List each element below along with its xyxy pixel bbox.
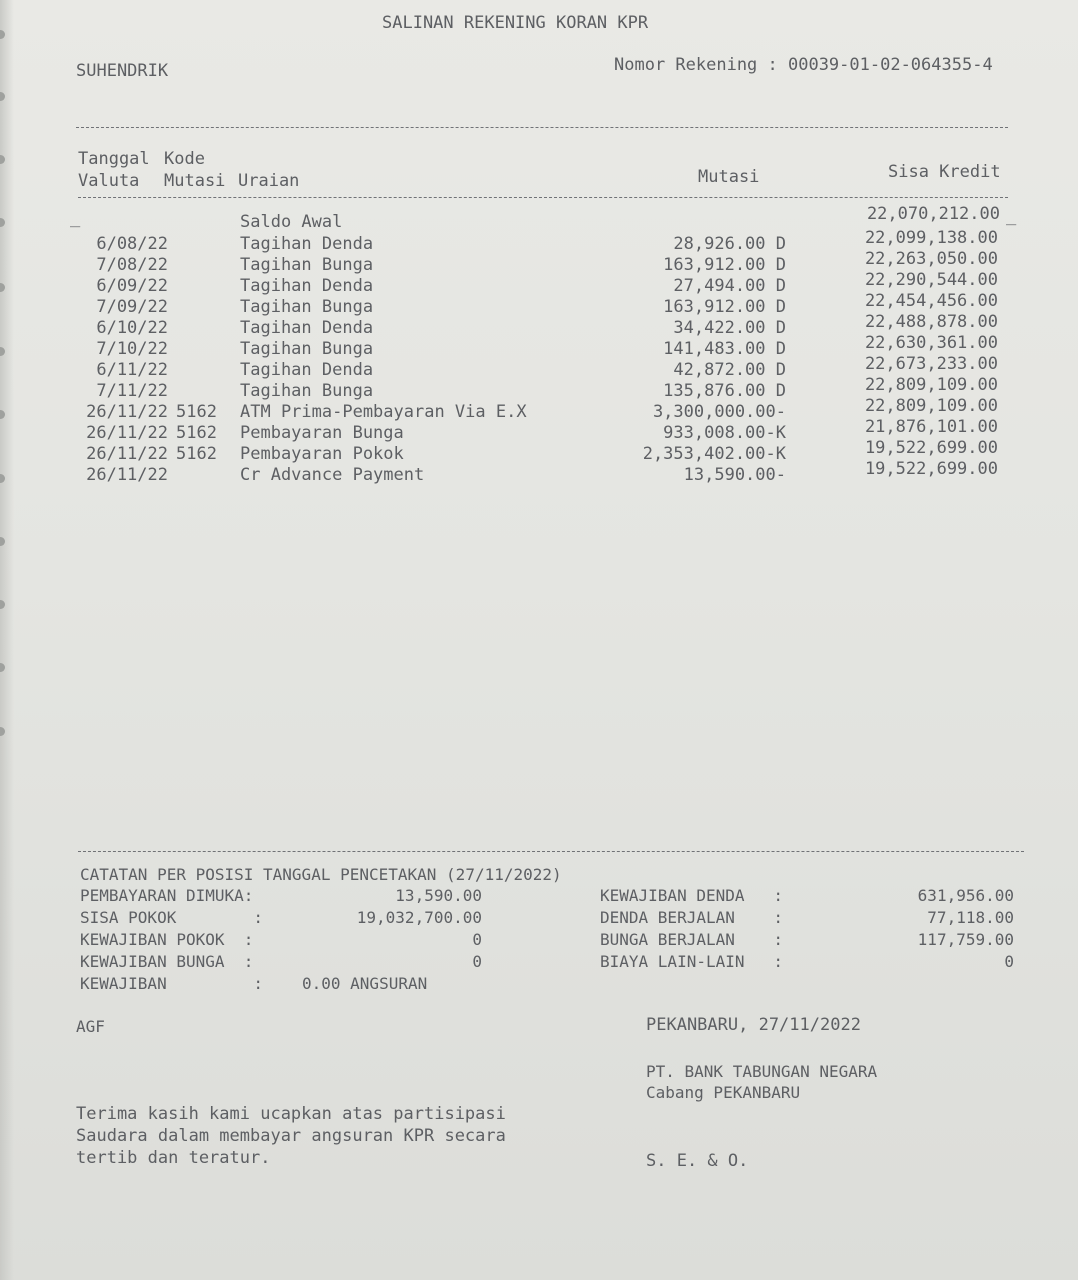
divider-notes [78, 851, 1024, 852]
note-value: 0 [472, 952, 482, 971]
place-date: PEKANBARU, 27/11/2022 [646, 1015, 861, 1035]
header-uraian: Uraian [238, 171, 300, 191]
notes-row [0, 929, 1078, 950]
notes-heading: CATATAN PER POSISI TANGGAL PENCETAKAN (27/11/2022) [80, 865, 562, 884]
tx-balance: 22,290,544.00 [864, 270, 998, 290]
thanks-line: Terima kasih kami ucapkan atas partisipasi [76, 1104, 506, 1124]
opening-mark-right: _ [1006, 206, 1017, 226]
note-value: 13,590.00 [395, 886, 482, 905]
note-label: BIAYA LAIN-LAIN : [600, 952, 784, 971]
tx-balance: 22,809,109.00 [864, 396, 998, 416]
tx-balance: 22,454,456.00 [864, 291, 998, 311]
account-number: Nomor Rekening : 00039-01-02-064355-4 [614, 55, 993, 75]
header-kode: Kode [164, 149, 205, 169]
note-value: 77,118.00 [927, 908, 1014, 927]
tx-date: 26/11/22 [86, 465, 168, 485]
tx-desc: Tagihan Denda [240, 318, 374, 338]
tx-desc: Tagihan Bunga [240, 255, 374, 275]
tx-date: 26/11/22 [86, 402, 168, 422]
opening-desc: Saldo Awal [240, 212, 343, 232]
note-value: 117,759.00 [917, 930, 1014, 949]
tx-desc: ATM Prima-Pembayaran Via E.X [240, 402, 527, 422]
note-label: PEMBAYARAN DIMUKA: [80, 886, 254, 905]
note-value: 0.00 ANGSURAN [302, 974, 428, 993]
tx-desc: Tagihan Denda [240, 234, 374, 254]
tx-date: 7/08/22 [96, 255, 168, 275]
tx-desc: Tagihan Denda [240, 360, 374, 380]
thanks-line: Saudara dalam membayar angsuran KPR secara [76, 1126, 506, 1146]
notes-row [0, 973, 1078, 994]
tx-desc: Tagihan Bunga [240, 339, 374, 359]
tx-desc: Cr Advance Payment [240, 465, 425, 485]
tx-date: 26/11/22 [86, 423, 168, 443]
table-row [0, 459, 1078, 486]
customer-name: SUHENDRIK [76, 61, 169, 81]
tx-balance: 21,876,101.00 [864, 417, 998, 437]
tx-mutasi: 3,300,000.00- [652, 402, 786, 422]
tx-mutasi: 141,483.00 D [663, 339, 786, 359]
tx-code: 5162 [176, 402, 217, 422]
note-label: KEWAJIBAN : [80, 974, 264, 993]
note-value: 631,956.00 [917, 886, 1014, 905]
tx-date: 7/10/22 [96, 339, 168, 359]
header-tanggal: Tanggal [78, 149, 150, 169]
divider-header [78, 197, 1008, 198]
tx-balance: 22,263,050.00 [864, 249, 998, 269]
seo-mark: S. E. & O. [646, 1151, 749, 1171]
notes-row [0, 951, 1078, 972]
document-title: SALINAN REKENING KORAN KPR [382, 13, 649, 33]
tx-code: 5162 [176, 444, 217, 464]
officer-code: AGF [76, 1017, 105, 1036]
tx-mutasi: 28,926.00 D [673, 234, 786, 254]
tx-balance: 22,673,233.00 [864, 354, 998, 374]
header-mutasi: Mutasi [698, 167, 760, 187]
tx-balance: 19,522,699.00 [864, 459, 998, 479]
note-label: KEWAJIBAN DENDA : [600, 886, 784, 905]
header-valuta: Valuta [78, 171, 140, 191]
tx-date: 6/10/22 [96, 318, 168, 338]
tx-mutasi: 163,912.00 D [663, 255, 786, 275]
paper-edge-shadow [0, 0, 14, 1280]
note-label: BUNGA BERJALAN : [600, 930, 784, 949]
tx-balance: 19,522,699.00 [864, 438, 998, 458]
tx-desc: Pembayaran Pokok [240, 444, 404, 464]
tx-balance: 22,630,361.00 [864, 333, 998, 353]
tx-desc: Tagihan Bunga [240, 381, 374, 401]
opening-balance: 22,070,212.00 [866, 204, 1000, 224]
tx-balance: 22,099,138.00 [864, 228, 998, 248]
tx-mutasi: 135,876.00 D [663, 381, 786, 401]
note-value: 0 [1004, 952, 1014, 971]
note-value: 19,032,700.00 [356, 908, 482, 927]
thanks-line: tertib dan teratur. [76, 1148, 271, 1168]
tx-mutasi: 42,872.00 D [673, 360, 786, 380]
tx-desc: Tagihan Bunga [240, 297, 374, 317]
divider-top [76, 127, 1008, 128]
bank-name: PT. BANK TABUNGAN NEGARA [646, 1062, 878, 1081]
tx-mutasi: 163,912.00 D [663, 297, 786, 317]
header-sisa-kredit: Sisa Kredit [888, 162, 1001, 182]
note-label: KEWAJIBAN BUNGA : [80, 952, 254, 971]
header-mutasi-code: Mutasi [164, 171, 226, 191]
note-label: DENDA BERJALAN : [600, 908, 784, 927]
tx-desc: Pembayaran Bunga [240, 423, 404, 443]
branch-name: Cabang PEKANBARU [646, 1083, 801, 1102]
note-label: SISA POKOK : [80, 908, 264, 927]
tx-date: 7/09/22 [96, 297, 168, 317]
notes-row [0, 907, 1078, 928]
tx-desc: Tagihan Denda [240, 276, 374, 296]
tx-mutasi: 933,008.00-K [663, 423, 786, 443]
tx-code: 5162 [176, 423, 217, 443]
tx-date: 6/08/22 [96, 234, 168, 254]
tx-date: 6/09/22 [96, 276, 168, 296]
tx-balance: 22,809,109.00 [864, 375, 998, 395]
tx-mutasi: 13,590.00- [683, 465, 786, 485]
tx-date: 7/11/22 [96, 381, 168, 401]
tx-mutasi: 34,422.00 D [673, 318, 786, 338]
tx-date: 26/11/22 [86, 444, 168, 464]
note-value: 0 [472, 930, 482, 949]
tx-date: 6/11/22 [96, 360, 168, 380]
opening-mark-left: _ [70, 208, 81, 228]
tx-mutasi: 2,353,402.00-K [642, 444, 786, 464]
tx-balance: 22,488,878.00 [864, 312, 998, 332]
tx-mutasi: 27,494.00 D [673, 276, 786, 296]
note-label: KEWAJIBAN POKOK : [80, 930, 254, 949]
notes-row [0, 885, 1078, 906]
